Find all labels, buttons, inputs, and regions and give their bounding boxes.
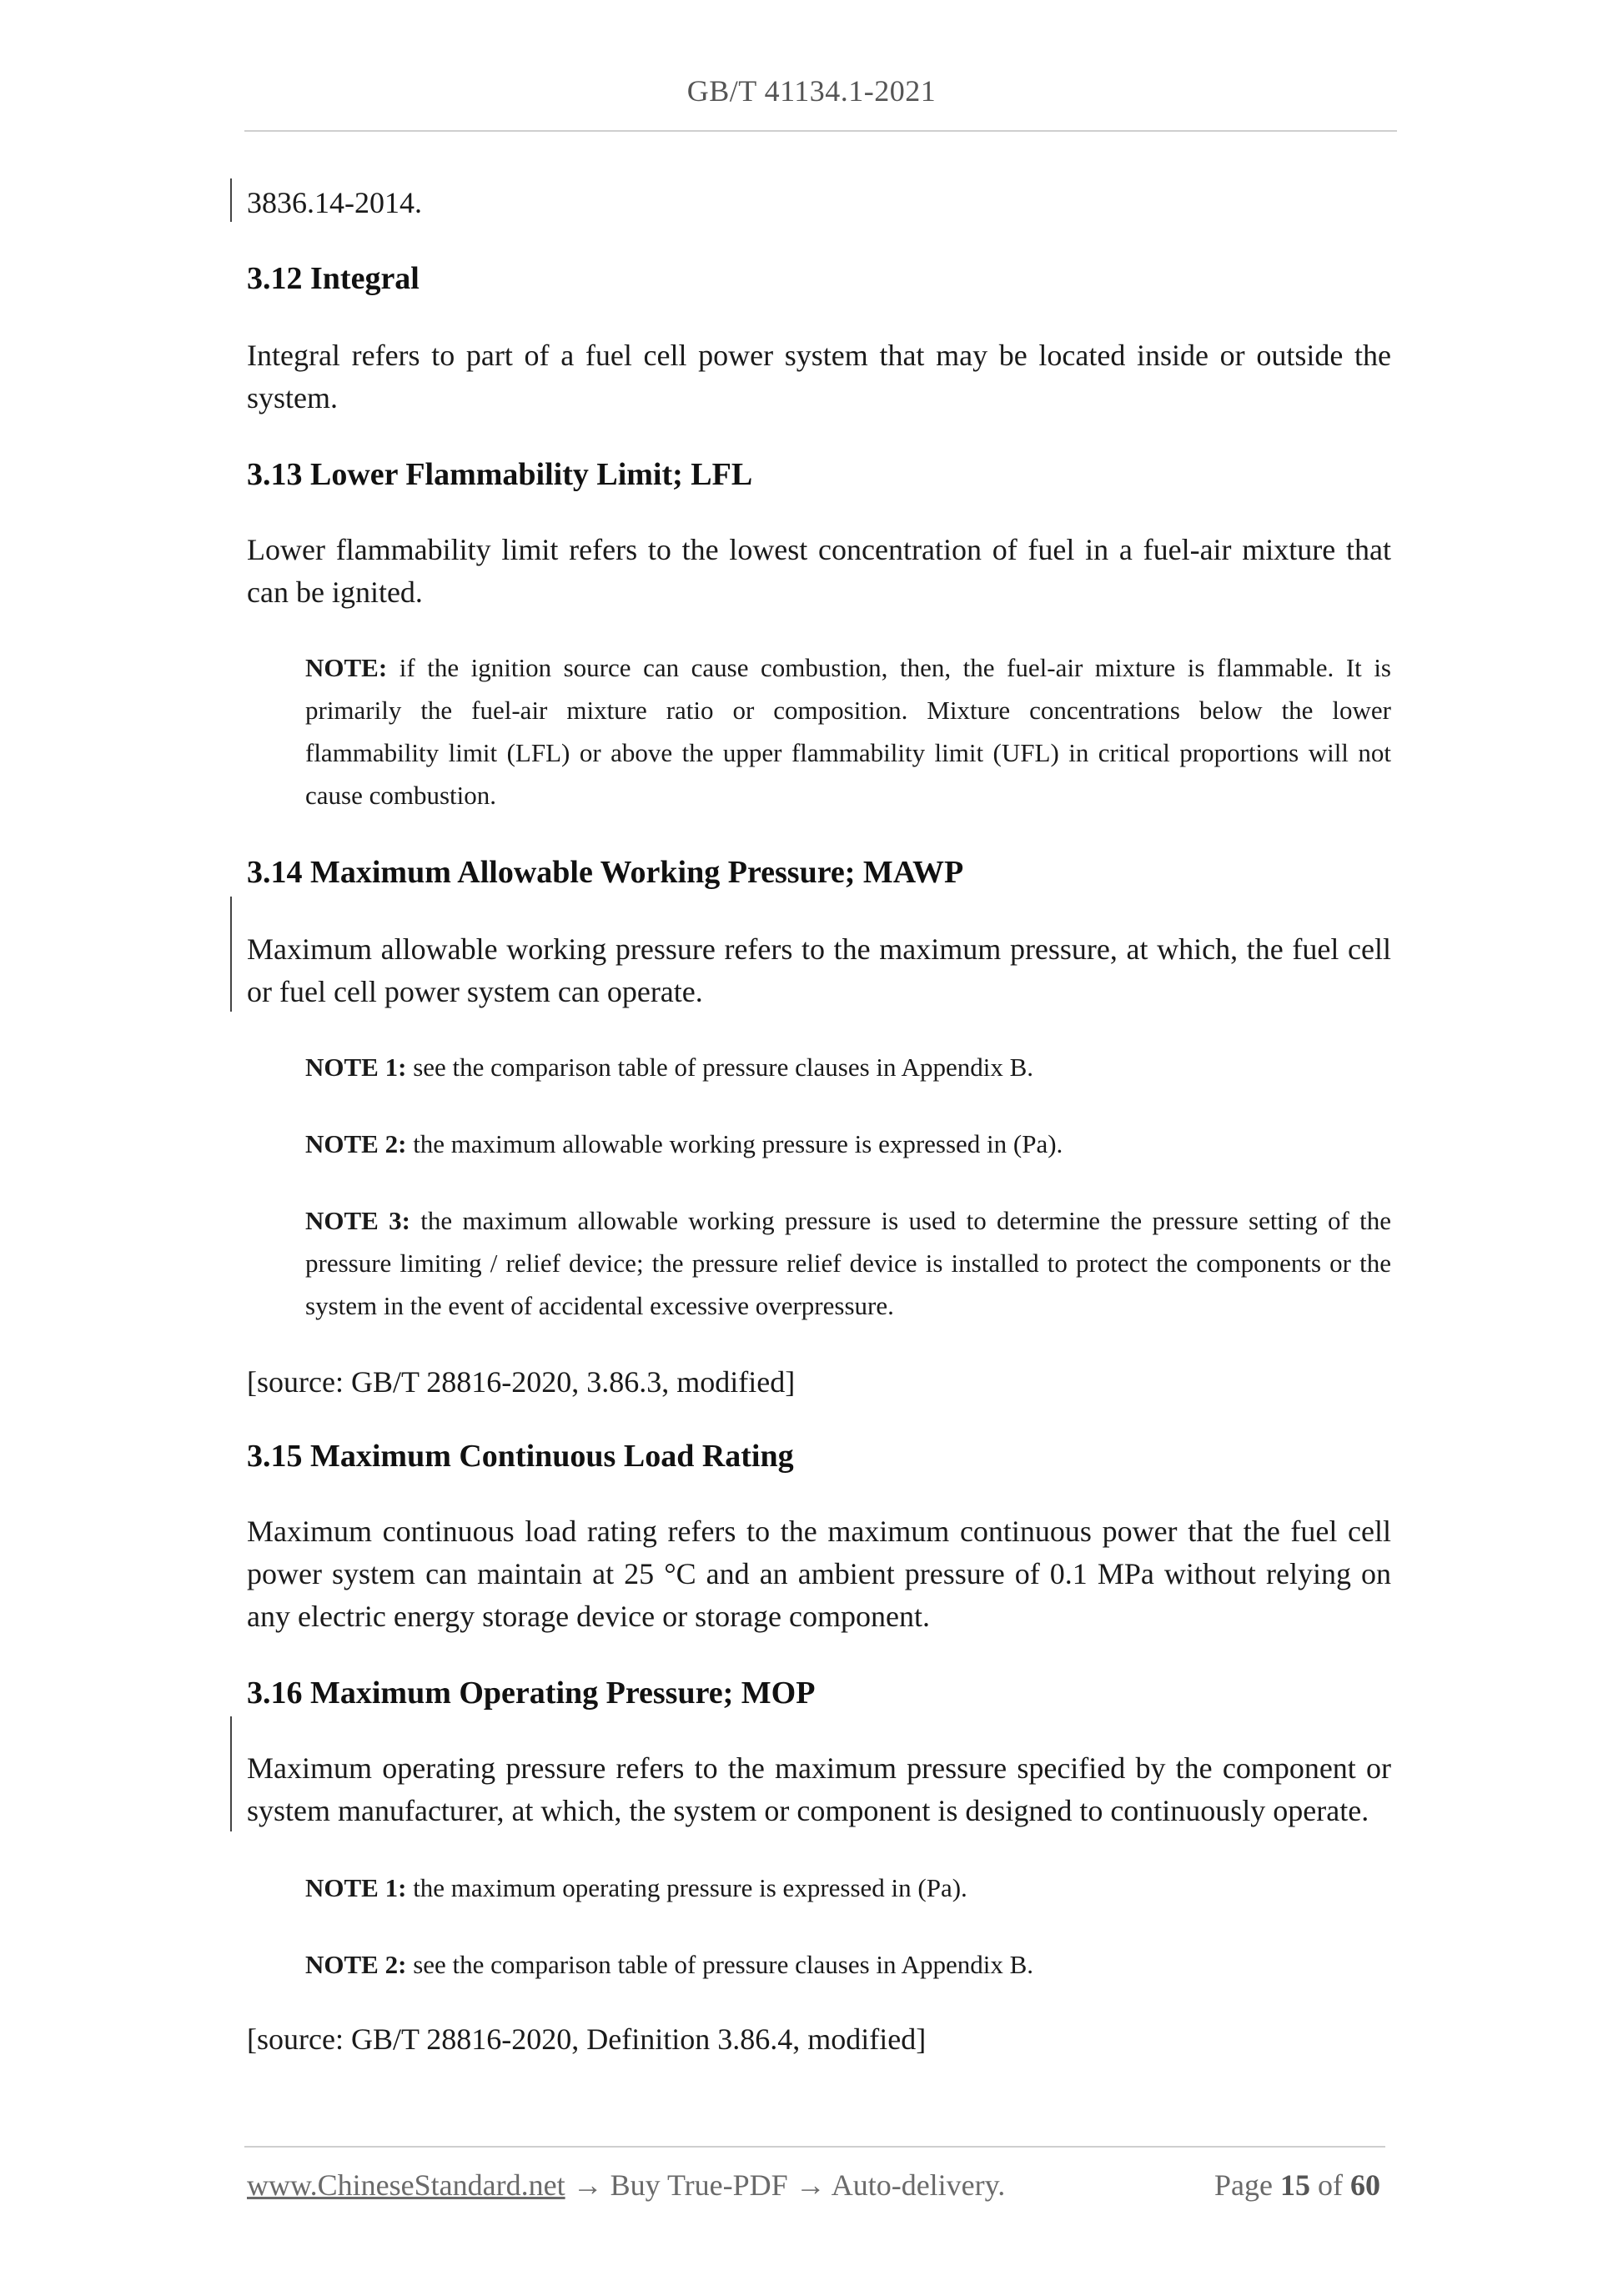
note-text: the maximum allowable working pressure is expressed in (Pa). (413, 1129, 1063, 1158)
section-body-3-13: Lower flammability limit refers to the lowest concentration of fuel in a fuel-air mixture that can be ignited. (247, 533, 1391, 609)
source-citation-3-14: [source: GB/T 28816-2020, 3.86.3, modified] (247, 1365, 796, 1399)
section-heading-3-12: 3.12 Integral (247, 261, 420, 296)
note-1-3-14 (305, 1046, 1391, 1088)
arrow-right-icon: → (572, 2168, 603, 2202)
footer-buy-text: Buy True-PDF (610, 2168, 788, 2202)
of-word: of (1318, 2168, 1343, 2202)
section-body-3-14: Maximum allowable working pressure refers to the maximum pressure, at which, the fuel cell or fuel cell power system can operate. (247, 932, 1391, 1008)
note-text: see the comparison table of pressure clauses in Appendix B. (413, 1053, 1033, 1082)
page-number: 15 (1280, 2168, 1310, 2202)
revision-change-bar (230, 178, 232, 222)
note-2-3-16 (305, 1943, 1391, 1986)
note-3-13 (305, 646, 1391, 816)
footer-promo (247, 2164, 1005, 2206)
document-header-title: GB/T 41134.1-2021 (686, 74, 937, 108)
footer-site-link[interactable]: www.ChineseStandard.net (247, 2168, 565, 2202)
note-label: NOTE 3: (305, 1206, 410, 1235)
section-heading-3-16: 3.16 Maximum Operating Pressure; MOP (247, 1676, 816, 1711)
continuation-text: 3836.14-2014. (247, 186, 422, 219)
note-label: NOTE 1: (305, 1053, 407, 1082)
section-body-3-15: Maximum continuous load rating refers to the maximum continuous power that the fuel cell power system can maintain at 25 °C and an ambient pressure of 0.1 MPa without relying on any electric energy storage device or storage component. (247, 1515, 1391, 1633)
note-1-3-16 (305, 1866, 1391, 1909)
section-body-3-16: Maximum operating pressure refers to the maximum pressure specified by the component or system manufacturer, at which, the system or component is designed to continuously operate. (247, 1751, 1391, 1827)
header-divider (244, 130, 1397, 132)
note-text: if the ignition source can cause combustion, then, the fuel-air mixture is flammable. It is primarily the fuel-air mixture ratio or composition. Mixture concentrations below the lower flammability limit (LFL) or above the upper flammability limit (UFL) in critical proportions will not cause combustion. (305, 653, 1391, 810)
footer-delivery-text: Auto-delivery. (831, 2168, 1006, 2202)
page-word: Page (1214, 2168, 1273, 2202)
footer-divider (244, 2146, 1385, 2148)
note-label: NOTE 2: (305, 1129, 407, 1158)
note-text: the maximum operating pressure is expressed in (Pa). (413, 1873, 967, 1902)
page-indicator (1214, 2164, 1380, 2206)
section-heading-3-13: 3.13 Lower Flammability Limit; LFL (247, 457, 753, 492)
note-text: the maximum allowable working pressure is used to determine the pressure setting of the pressure limiting / relief device; the pressure relief device is installed to protect the components or the system in the event of accidental excessive overpressure. (305, 1206, 1392, 1320)
revision-change-bar (230, 1716, 232, 1831)
section-heading-3-14: 3.14 Maximum Allowable Working Pressure; MAWP (247, 855, 964, 890)
note-label: NOTE 2: (305, 1950, 407, 1979)
note-label: NOTE: (305, 653, 388, 682)
section-heading-3-15: 3.15 Maximum Continuous Load Rating (247, 1439, 794, 1474)
total-pages: 60 (1350, 2168, 1380, 2202)
revision-change-bar (230, 897, 232, 1012)
note-2-3-14 (305, 1123, 1391, 1165)
note-3-3-14 (305, 1199, 1391, 1327)
source-citation-3-16: [source: GB/T 28816-2020, Definition 3.86.4, modified] (247, 2022, 927, 2056)
note-label: NOTE 1: (305, 1873, 407, 1902)
arrow-right-icon: → (795, 2168, 826, 2202)
section-body-3-12: Integral refers to part of a fuel cell power system that may be located inside or outside the system. (247, 339, 1391, 414)
note-text: see the comparison table of pressure clauses in Appendix B. (413, 1950, 1033, 1979)
